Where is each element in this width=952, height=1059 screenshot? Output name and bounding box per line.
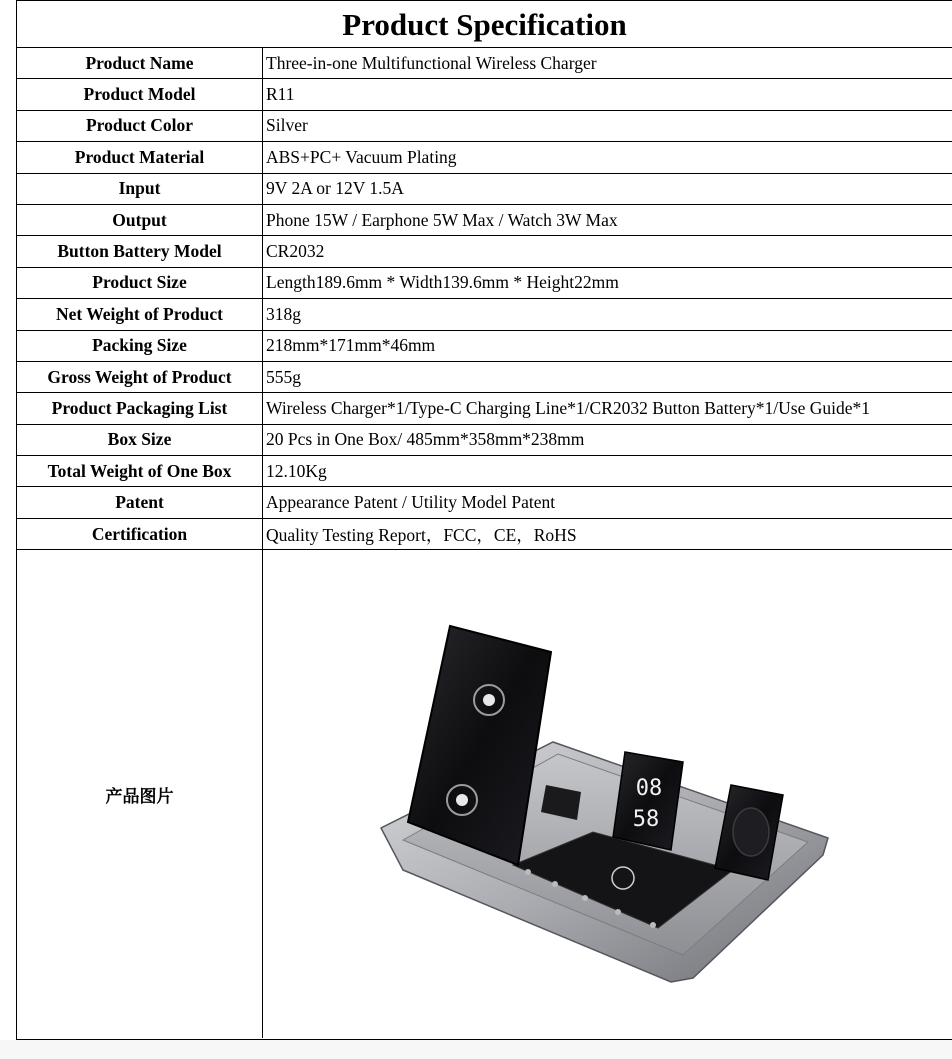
spec-row [17,267,952,298]
product-photo-label: 产品图片 [17,550,263,1038]
spec-label: Button Battery Model [17,236,263,267]
clock-stand [613,752,683,850]
clock-minute: 58 [632,807,660,833]
page-title: Product Specification [17,0,952,48]
spec-label: Net Weight of Product [17,299,263,330]
spec-value: 12.10Kg [263,456,952,487]
spec-label: Product Size [17,267,263,298]
spec-row [17,236,952,267]
spec-label: Gross Weight of Product [17,361,263,392]
spec-value: Wireless Charger*1/Type-C Charging Line*1/CR2032 Button Battery*1/Use Guide*1 [263,393,952,424]
spec-label: Certification [17,518,263,549]
product-photo [263,550,952,1038]
button-icon [582,895,588,901]
spec-value: 9V 2A or 12V 1.5A [263,173,952,204]
spec-row [17,424,952,455]
spec-value: Phone 15W / Earphone 5W Max / Watch 3W Max [263,204,952,235]
spec-value: Silver [263,110,952,141]
spec-value: Length189.6mm * Width139.6mm * Height22mm [263,267,952,298]
charging-icon [483,694,495,706]
spec-sheet [16,0,952,1040]
spec-label: Product Material [17,142,263,173]
spec-row [17,518,952,549]
spec-label: Product Model [17,79,263,110]
spec-table [17,48,952,550]
spec-value: Quality Testing Report，FCC，CE，RoHS [263,518,952,549]
spec-value: ABS+PC+ Vacuum Plating [263,142,952,173]
spec-label: Product Name [17,48,263,79]
spec-row [17,110,952,141]
spec-row [17,142,952,173]
spec-value: 218mm*171mm*46mm [263,330,952,361]
spec-label: Input [17,173,263,204]
button-icon [650,922,656,928]
spec-label: Box Size [17,424,263,455]
watch-puck [733,808,769,856]
spec-label: Product Packaging List [17,393,263,424]
spec-value: 555g [263,361,952,392]
spec-value: R11 [263,79,952,110]
spec-row [17,393,952,424]
spec-row [17,79,952,110]
spec-value: Appearance Patent / Utility Model Patent [263,487,952,518]
spec-value: CR2032 [263,236,952,267]
spec-row [17,173,952,204]
product-photo-row [17,550,952,1038]
spec-row [17,48,952,79]
button-icon [615,909,621,915]
spec-label: Packing Size [17,330,263,361]
button-icon [525,869,531,875]
spec-label: Product Color [17,110,263,141]
spec-row [17,456,952,487]
spec-row [17,299,952,330]
spec-row [17,487,952,518]
clock-hour: 08 [635,776,663,802]
spec-label: Total Weight of One Box [17,456,263,487]
spec-value: 318g [263,299,952,330]
charging-icon [456,794,468,806]
spec-row [17,361,952,392]
spec-label: Patent [17,487,263,518]
button-icon [552,881,558,887]
spec-label: Output [17,204,263,235]
product-photo-area [263,550,952,1038]
spec-row [17,330,952,361]
spec-value: Three-in-one Multifunctional Wireless Charger [263,48,952,79]
bottom-strip [0,1040,952,1059]
spec-row [17,204,952,235]
spec-value: 20 Pcs in One Box/ 485mm*358mm*238mm [263,424,952,455]
